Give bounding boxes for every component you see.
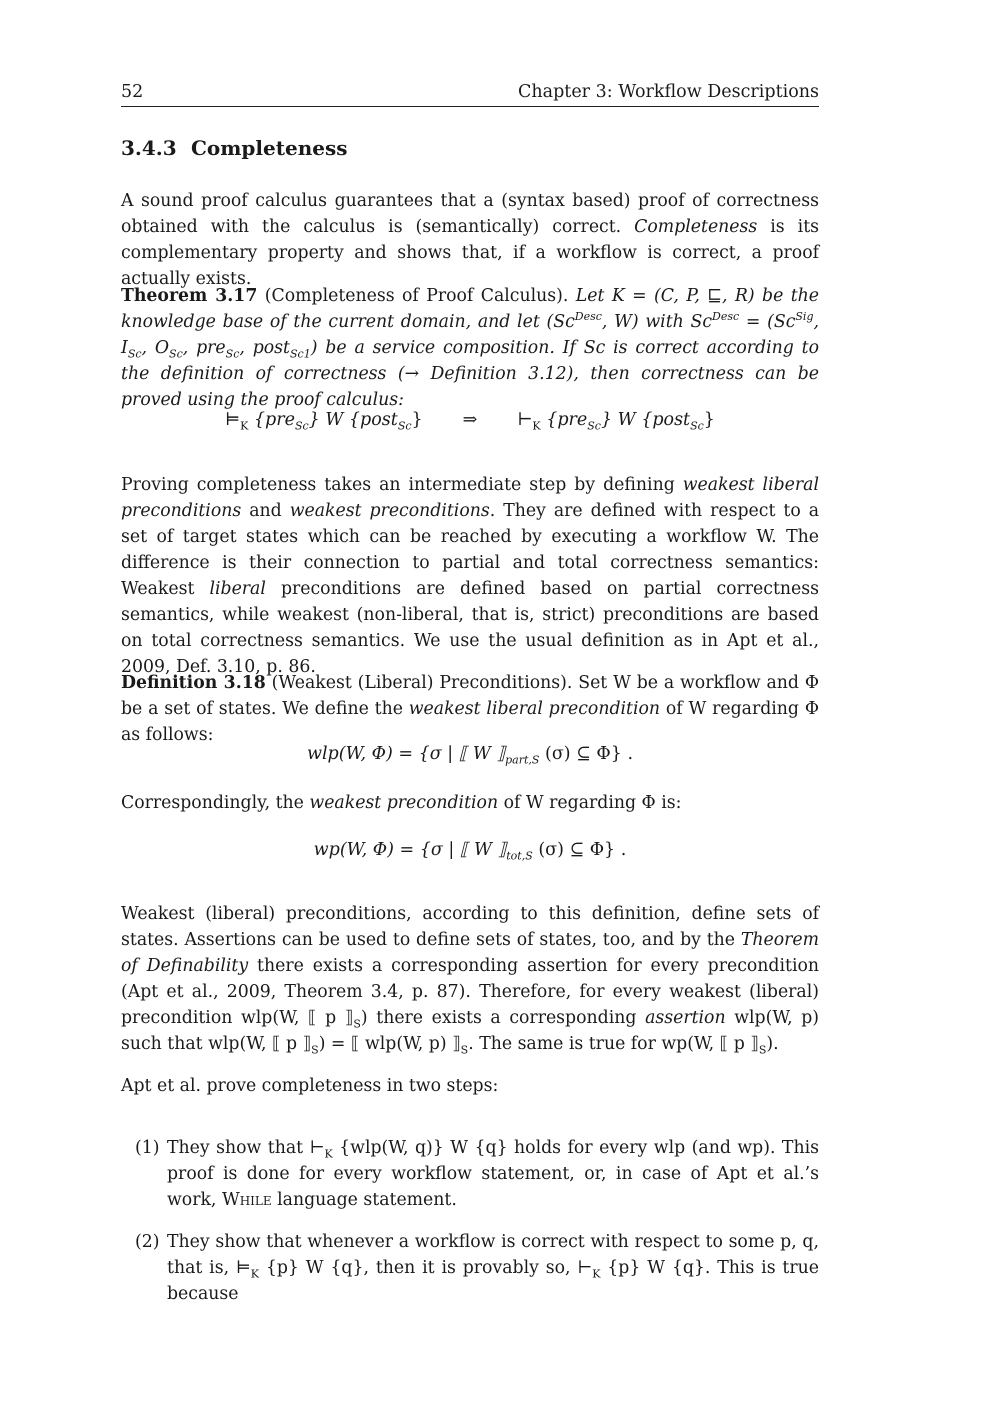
definition-3-18: Definition 3.18 (Weakest (Liberal) Preconditions). Set W be a workflow and Φ be a set of states. We define the weakest liberal precondition of W regarding Φ as follows: (121, 673, 820, 745)
preconditions-paragraph: Proving completeness takes an intermediate step by defining weakest liberal preconditions and weakest preconditions. They are defined with respect to a set of target states which can be reached by executing a workflow W. The difference is their connection to partial and total correctness semantics: Weakest liberal preconditions are defined based on partial correctness semantics, while weakest (non-liberal, that is, strict) preconditions are based on total correctness semantics. We use the usual definition as in Apt et al., 2009, Def. 3.10, p. 86. (121, 475, 820, 677)
definition-label: Definition 3.18 (121, 673, 266, 693)
correspondingly-line: Correspondingly, the weakest precondition of W regarding Φ is: (121, 793, 682, 813)
list-text: They show that whenever a workflow is correct with respect to some p, q, that is, $⊨_K$ {p} W {q}, then it is provably so, $⊢_K$ {p} W {q}. This is true because (167, 1232, 819, 1304)
running-header (121, 82, 819, 107)
theorem-name: (Completeness of Proof Calculus). (264, 286, 569, 306)
two-steps-line: Apt et al. prove completeness in two steps: (121, 1076, 499, 1096)
wlp-formula: wlp(W, Φ) = {σ | ⟦ W $⟧_{part,S}$ (σ) ⊆ Φ} . (306, 744, 634, 767)
intro-paragraph: A sound proof calculus guarantees that a (syntax based) proof of correctness obtained with the calculus is (semantically) correct. Completeness is its complementary property and shows that, if a workflow is correct, a proof actually exists. (121, 191, 820, 289)
definability-paragraph: Weakest (liberal) preconditions, according to this definition, define sets of states. Assertions can be used to define sets of states, too, and by the Theorem of Definability there exists a corresponding assertion for every precondition (Apt et al., 2009, Theorem 3.4, p. 87). Therefore, for every weakest (liberal) precondition wlp(W, ⟦ p $⟧_S$) there exists a corresponding assertion wlp(W, p) such that wlp(W, ⟦ p $⟧_S$) = ⟦ wlp(W, p) $⟧_S$. The same is true for wp(W, ⟦ p $⟧_S$). (121, 904, 820, 1057)
definition-name: (Weakest (Liberal) Preconditions). (271, 673, 573, 693)
page-number: 52 (121, 82, 144, 102)
chapter-title: Chapter 3: Workflow Descriptions (517, 82, 819, 102)
section-number: 3.4.3 (121, 136, 177, 160)
section-title: Completeness (191, 136, 348, 160)
section-heading (121, 136, 347, 160)
completeness-formula: $⊨_K$ {pre$_{Sc}$} W {post$_{Sc}$} ⇒ $⊢_K$ {pre$_{Sc}$} W {post$_{Sc}$} (225, 410, 715, 433)
wp-formula: wp(W, Φ) = {σ | ⟦ W $⟧_{tot,S}$ (σ) ⊆ Φ} . (313, 840, 627, 863)
list-text: They show that $⊢_K$ {wlp(W, q)} W {q} holds for every wlp (and wp). This proof is done for every workflow statement, or, in case of Apt et al.’s work, While language statement. (167, 1138, 819, 1210)
theorem-label: Theorem 3.17 (121, 286, 258, 306)
theorem-3-17: Theorem 3.17 (Completeness of Proof Calculus). Let K = (C, P, ⊑, R) be the knowledge base of the current domain, and let ($Sc^{Desc}$, W) with $Sc^{Desc} = (Sc^{Sig}$, $I_{Sc}$, $O_{Sc}$, pre$_{Sc}$, post$_{Sc1}$) be a service composition. If Sc is correct according to the definition of correctness (→ Definition 3.12), then correctness can be proved using the proof calculus: (121, 286, 820, 410)
list-label: (1) (135, 1138, 160, 1158)
list-label: (2) (135, 1232, 160, 1252)
